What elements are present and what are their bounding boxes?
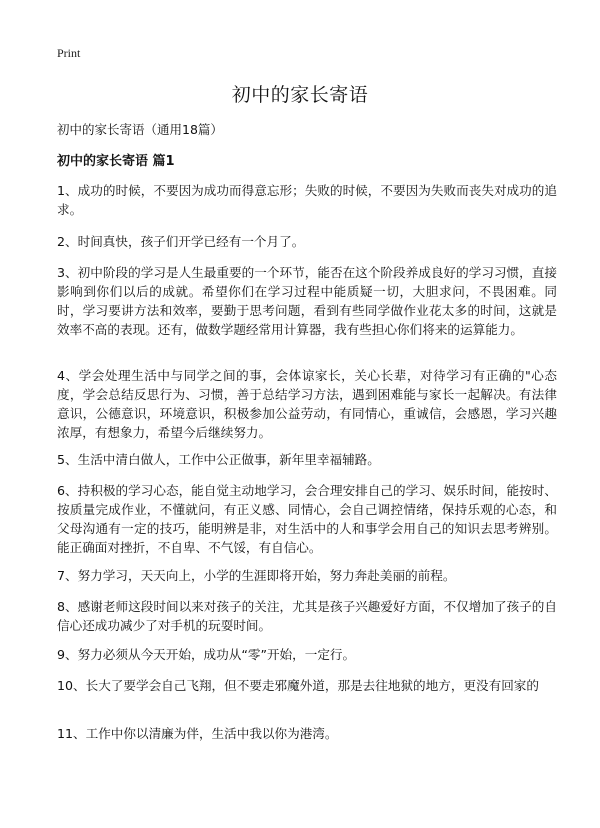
paragraph-7: 7、努力学习，天天向上，小学的生涯即将开始，努力奔赴美丽的前程。 <box>57 568 456 583</box>
paragraph-5: 5、生活中清白做人，工作中公正做事，新年里幸福辅路。 <box>57 452 380 467</box>
paragraph-1: 1、成功的时候，不要因为成功而得意忘形；失败的时候，不要因为失败而丧失对成功的追求。 <box>57 183 557 217</box>
paragraph-9: 9、努力必须从今天开始，成功从“零”开始，一定行。 <box>57 647 356 662</box>
paragraph-11: 11、工作中你以清廉为伴，生活中我以你为港湾。 <box>57 726 338 741</box>
page-title: 初中的家长寄语 <box>231 84 369 106</box>
paragraph-3: 3、初中阶段的学习是人生最重要的一个环节，能否在这个阶段养成良好的学习习惯，直接影响到你们以后的成就。希望你们在学习过程中能质疑一切，大胆求问，不畏困难。同时，学习要讲方法和效率，要勤于思考问题，看到有些同学做作业花太多的时间，这就是效率不高的表现。还有，做数学题经常用计算器，我有些担心你们将来的运算能力。 <box>57 265 557 337</box>
document-subtitle: 初中的家长寄语（通用18篇） <box>57 122 223 137</box>
print-link[interactable]: Print <box>57 46 81 60</box>
section-heading: 初中的家长寄语 篇1 <box>57 154 175 169</box>
paragraph-2: 2、时间真快，孩子们开学已经有一个月了。 <box>57 234 305 249</box>
paragraph-10: 10、长大了要学会自己飞翔，但不要走邪魔外道，那是去往地狱的地方，更没有回家的 <box>57 678 539 693</box>
paragraph-8: 8、感谢老师这段时间以来对孩子的关注，尤其是孩子兴趣爱好方面，不仅增加了孩子的自信心还成功减少了对手机的玩耍时间。 <box>57 599 557 633</box>
paragraph-4: 4、学会处理生活中与同学之间的事，会体谅家长，关心长辈，对待学习有正确的"心态度，学会总结反思行为、习惯，善于总结学习方法，遇到困难能与家长一起解决。有法律意识，公德意识，环境意识，积极参加公益劳动，有同情心，重诚信，会感恩，学习兴趣浓厚，有想象力，希望今后继续努力。 <box>57 368 557 440</box>
paragraph-6: 6、持积极的学习心态，能自觉主动地学习，会合理安排自己的学习、娱乐时间，能按时、按质量完成作业，不懂就问，有正义感、同情心，会自己调控情绪，保持乐观的心态，和父母沟通有一定的技巧，能明辨是非，对生活中的人和事学会用自己的知识去思考辨别。能正确面对挫折，不自卑、不气馁，有自信心。 <box>57 483 557 555</box>
